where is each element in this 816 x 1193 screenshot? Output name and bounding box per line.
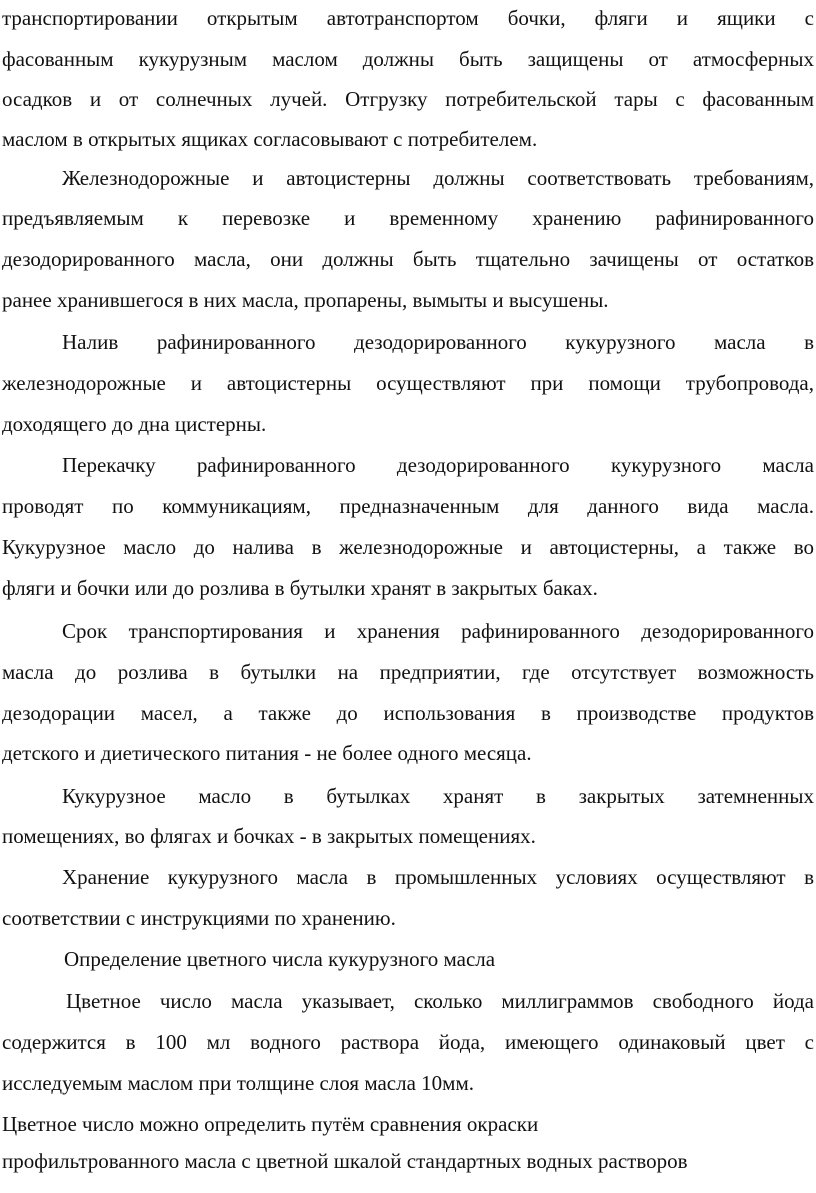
text-line: Перекачку рафинированного дезодорированного кукурузного масла xyxy=(62,453,814,477)
text-line: масла до розлива в бутылки на предприятии, где отсутствует возможность xyxy=(2,660,814,684)
text-line: фасованным кукурузным маслом должны быть защищены от атмосферных xyxy=(2,47,814,71)
text-line: исследуемым маслом при толщине слоя масла 10мм. xyxy=(2,1071,474,1095)
text-line: осадков и от солнечных лучей. Отгрузку потребительской тары с фасованным xyxy=(2,87,814,111)
text-line: соответствии с инструкциями по хранению. xyxy=(2,906,396,930)
text-line: маслом в открытых ящиках согласовывают с потребителем. xyxy=(2,127,538,151)
text-line: ранее хранившегося в них масла, пропарены, вымыты и высушены. xyxy=(2,288,609,312)
text-line: транспортировании открытым автотранспортом бочки, фляги и ящики с xyxy=(2,6,814,30)
text-line: дезодорации масел, а также до использования в производстве продуктов xyxy=(2,701,814,725)
text-line: профильтрованного масла с цветной шкалой стандартных водных растворов xyxy=(2,1149,688,1173)
text-line: содержится в 100 мл водного раствора йода, имеющего одинаковый цвет с xyxy=(2,1030,814,1054)
text-line: Железнодорожные и автоцистерны должны соответствовать требованиям, xyxy=(62,166,814,190)
text-line: дезодорированного масла, они должны быть тщательно зачищены от остатков xyxy=(2,247,814,271)
text-line: железнодорожные и автоцистерны осуществляют при помощи трубопровода, xyxy=(2,371,814,395)
text-line: Хранение кукурузного масла в промышленных условиях осуществляют в xyxy=(62,865,814,889)
text-line: фляги и бочки или до розлива в бутылки хранят в закрытых баках. xyxy=(2,576,598,600)
text-line: детского и диетического питания - не более одного месяца. xyxy=(2,741,532,765)
text-line: Кукурузное масло в бутылках хранят в закрытых затемненных xyxy=(62,784,814,808)
text-line: Кукурузное масло до налива в железнодорожные и автоцистерны, а также во xyxy=(2,535,814,559)
section-heading: Определение цветного числа кукурузного масла xyxy=(64,947,496,971)
text-line: помещениях, во флягах и бочках - в закрытых помещениях. xyxy=(2,824,536,848)
text-line: Цветное число масла указывает, сколько миллиграммов свободного йода xyxy=(66,989,814,1013)
text-line: доходящего до дна цистерны. xyxy=(2,412,267,436)
text-line: Срок транспортирования и хранения рафинированного дезодорированного xyxy=(62,619,814,643)
text-line: Налив рафинированного дезодорированного кукурузного масла в xyxy=(62,330,814,354)
text-line: Цветное число можно определить путём сравнения окраски xyxy=(2,1112,539,1136)
text-line: предъявляемым к перевозке и временному хранению рафинированного xyxy=(2,206,814,230)
text-line: проводят по коммуникациям, предназначенным для данного вида масла. xyxy=(2,494,814,518)
